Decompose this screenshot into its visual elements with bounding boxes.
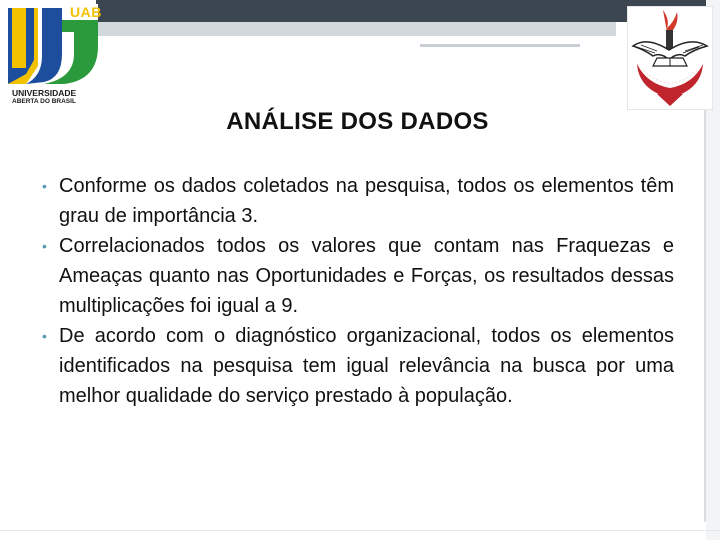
university-seal: [627, 6, 713, 110]
uab-acronym: UAB: [70, 4, 102, 20]
bullet-text: Conforme os dados coletados na pesquisa, todos os elementos têm grau de importância 3.: [59, 175, 674, 227]
bullet-text: De acordo com o diagnóstico organizacional, todos os elementos identificados na pesquisa tem igual relevância na busca por uma melhor qualidade do serviço prestado à população.: [59, 325, 674, 407]
bullet-item: [42, 171, 674, 231]
uab-name-line2: ABERTA DO BRASIL: [12, 98, 76, 105]
bullet-icon: •: [42, 178, 47, 194]
uab-logo: [4, 4, 102, 105]
uab-name-line1: UNIVERSIDADE: [12, 88, 77, 98]
bullet-item: [42, 231, 674, 321]
bullet-list: [42, 171, 674, 411]
top-band-light: [96, 22, 616, 36]
bullet-item: [42, 321, 674, 411]
university-seal-icon: [627, 6, 713, 110]
bullet-icon: •: [42, 238, 47, 254]
bullet-text: Correlacionados todos os valores que contam nas Fraquezas e Ameaças quanto nas Oportunidades e Forças, os resultados dessas multiplicações foi igual a 9.: [59, 235, 674, 317]
slide-title: ANÁLISE DOS DADOS: [226, 108, 489, 135]
bullet-icon: •: [42, 328, 47, 344]
top-band-line: [420, 44, 580, 47]
bottom-line: [0, 530, 720, 531]
